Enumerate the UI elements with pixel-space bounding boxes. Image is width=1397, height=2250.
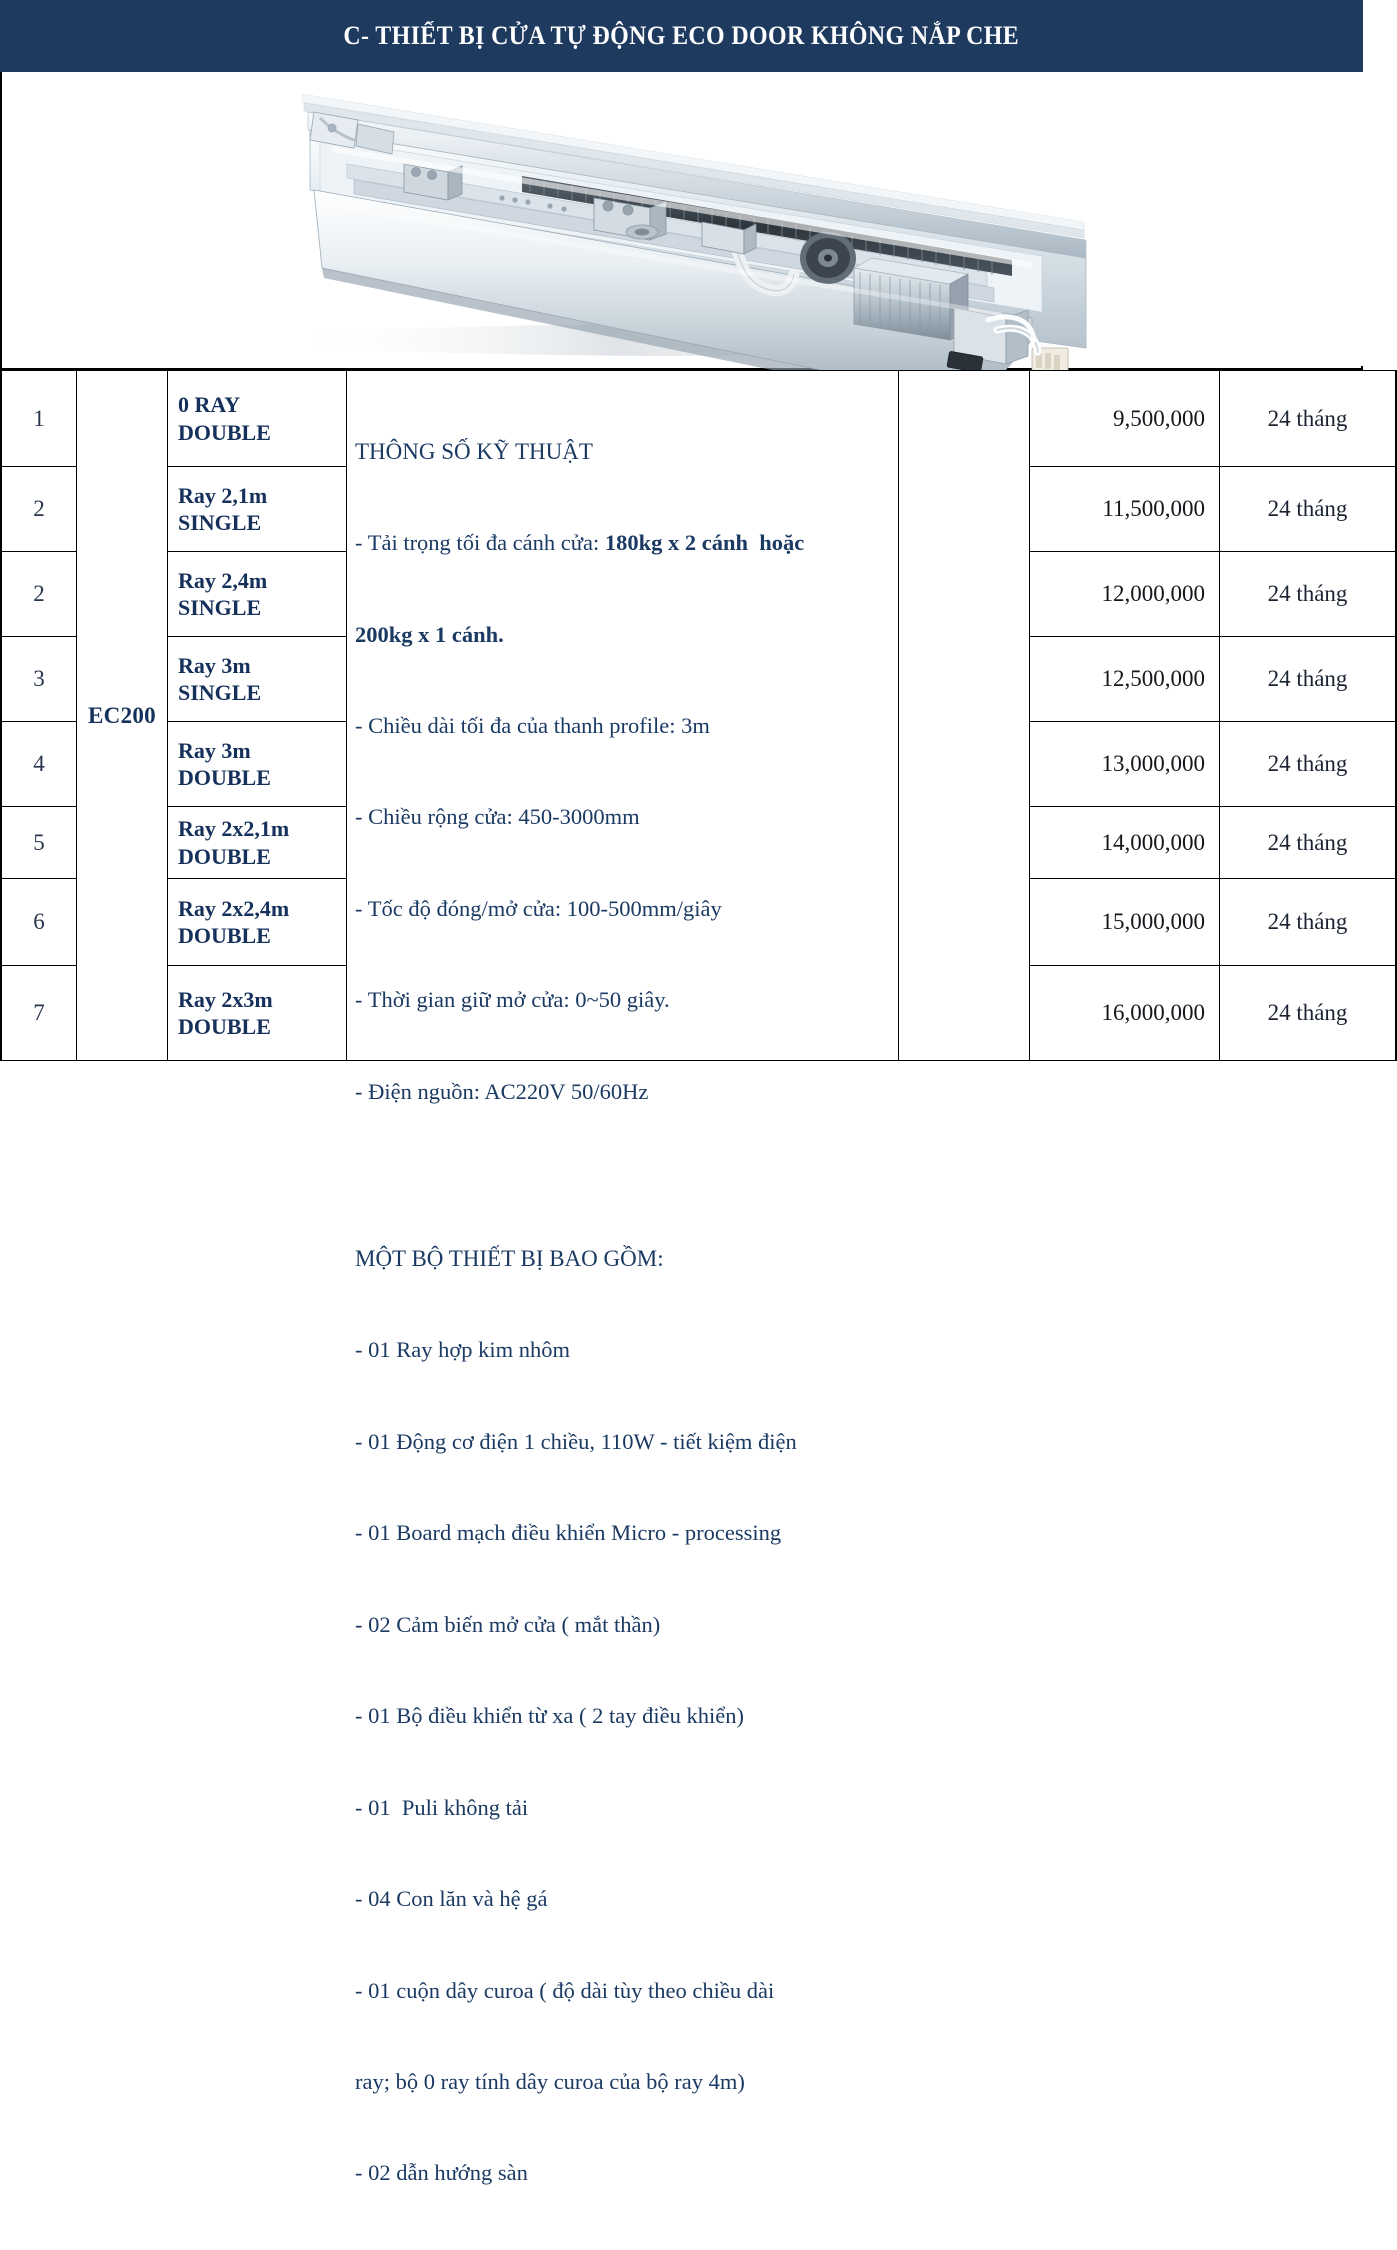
cell-price: 15,000,000 [1030,879,1220,966]
cell-variant [168,722,347,807]
variant-line-1: Ray 2,4m [178,567,268,593]
tech-spec-line-1 [355,528,895,558]
tech-spec-line-1-prefix: - Tải trọng tối đa cánh cửa: [355,530,605,556]
cell-variant [168,966,347,1061]
tech-spec-line-6: - Thời gian giữ mở cửa: 0~50 giây. [355,987,670,1013]
cell-price: 12,500,000 [1030,637,1220,722]
cell-row-number: 1 [1,371,77,467]
cell-warranty: 24 tháng [1220,966,1397,1061]
cell-variant [168,807,347,879]
kit-line-5: - 01 Bộ điều khiển từ xa ( 2 tay điều khiển) [355,1703,744,1729]
cell-warranty: 24 tháng [1220,637,1397,722]
tech-spec-line-5: - Tốc độ đóng/mở cửa: 100-500mm/giây [355,895,722,921]
page-header-banner [0,0,1363,72]
table-row [1,371,1396,467]
cell-variant [168,637,347,722]
kit-heading: MỘT BỘ THIẾT BỊ BAO GỒM: [355,1246,664,1272]
variant-line-2: DOUBLE [178,1014,271,1039]
kit-line-9: ray; bộ 0 ray tính dây curoa của bộ ray 4m) [355,2068,745,2094]
cell-row-number: 3 [1,637,77,722]
variant-line-2: SINGLE [178,510,262,535]
variant-line-1: Ray 2x2,1m [178,816,290,842]
cell-row-number: 2 [1,467,77,552]
variant-line-1: 0 RAY [178,392,241,418]
variant-line-2: DOUBLE [178,419,271,445]
specification-text-block [355,375,895,2250]
kit-line-10: - 02 dẫn hướng sàn [355,2160,528,2186]
product-photo [2,72,1361,368]
variant-line-2: SINGLE [178,595,262,620]
kit-line-6: - 01 Puli không tải [355,1794,529,1820]
cell-warranty: 24 tháng [1220,467,1397,552]
kit-line-2: - 01 Động cơ điện 1 chiều, 110W - tiết kiệm điện [355,1428,797,1454]
cell-row-number: 5 [1,807,77,879]
table-body [1,371,1396,2186]
product-price-table [0,370,1397,2186]
variant-line-2: DOUBLE [178,843,271,869]
cell-row-number: 2 [1,552,77,637]
tech-spec-line-1-bold: 180kg x 2 cánh hoặc [604,530,805,556]
variant-line-1: Ray 3m [178,652,251,678]
page-title: C- THIẾT BỊ CỬA TỰ ĐỘNG ECO DOOR KHÔNG NẮP CHE [343,21,1020,50]
product-image-panel [0,72,1363,370]
cell-variant [168,552,347,637]
cell-row-number: 7 [1,966,77,1061]
cell-warranty: 24 tháng [1220,722,1397,807]
cell-variant [168,371,347,467]
tech-spec-line-2: 200kg x 1 cánh. [355,621,504,647]
cell-price: 13,000,000 [1030,722,1220,807]
cell-warranty: 24 tháng [1220,807,1397,879]
kit-line-8: - 01 cuộn dây curoa ( độ dài tùy theo chiều dài [355,1977,775,2003]
cell-price: 11,500,000 [1030,467,1220,552]
cell-model-code: EC200 [77,371,168,1061]
cell-price: 9,500,000 [1030,371,1220,467]
cell-blank-column [899,371,1030,1061]
cell-specifications [347,371,899,2186]
kit-line-1: - 01 Ray hợp kim nhôm [355,1337,571,1363]
tech-spec-line-4: - Chiều rộng cửa: 450-3000mm [355,804,640,830]
cell-row-number: 6 [1,879,77,966]
cell-warranty: 24 tháng [1220,371,1397,467]
variant-line-1: Ray 2x3m [178,986,273,1012]
cell-price: 16,000,000 [1030,966,1220,1061]
tech-spec-line-3: - Chiều dài tối đa của thanh profile: 3m [355,713,710,738]
cell-variant [168,467,347,552]
tech-spec-line-7: - Điện nguồn: AC220V 50/60Hz [355,1078,649,1104]
cell-warranty: 24 tháng [1220,879,1397,966]
cell-price: 14,000,000 [1030,807,1220,879]
variant-line-2: DOUBLE [178,765,271,790]
cell-warranty: 24 tháng [1220,552,1397,637]
tech-spec-heading: THÔNG SỐ KỸ THUẬT [355,438,593,464]
spec-spacer [355,1168,895,1182]
variant-line-2: DOUBLE [178,923,271,948]
variant-line-1: Ray 3m [178,737,251,763]
kit-line-7: - 04 Con lăn và hệ gá [355,1886,548,1912]
cell-variant [168,879,347,966]
cell-price: 12,000,000 [1030,552,1220,637]
kit-line-4: - 02 Cảm biến mở cửa ( mắt thần) [355,1611,661,1637]
variant-line-1: Ray 2x2,4m [178,895,290,921]
door-operator-illustration [2,72,1365,366]
variant-line-1: Ray 2,1m [178,482,268,508]
variant-line-2: SINGLE [178,680,262,705]
kit-line-3: - 01 Board mạch điều khiển Micro - processing [355,1520,782,1546]
cell-row-number: 4 [1,722,77,807]
